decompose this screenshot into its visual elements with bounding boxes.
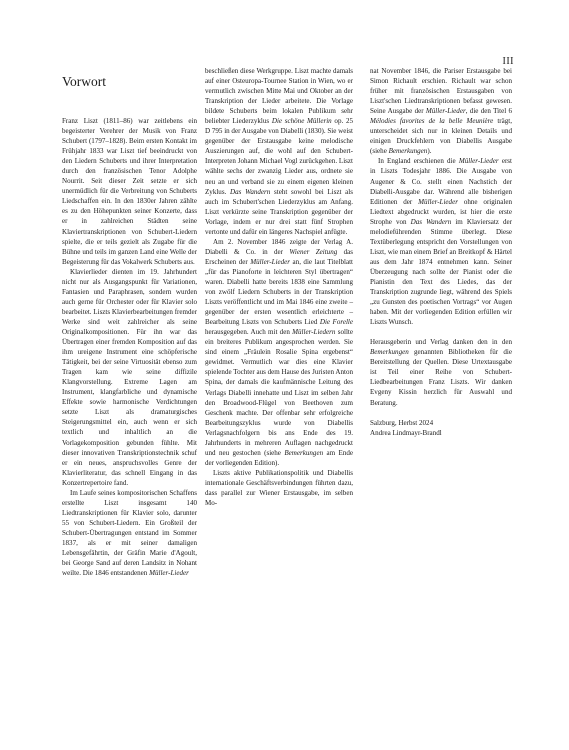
- emphasis: Bemerkungen: [284, 448, 324, 457]
- emphasis: Müller-Lieder: [149, 569, 189, 578]
- text-run: erst in Liszts Todesjahr 1886. Die Ausgabe von Augener & Co. stellt einen Nachstich der Diabelli-Ausgabe dar. Während alle bisherigen Editionen der: [370, 157, 512, 206]
- emphasis: Bemerkungen: [370, 348, 409, 357]
- text-run: Am 2. November 1846 zeigte der Verlag A. Diabelli & Co. in der: [205, 237, 353, 256]
- text-run: das Erscheinen der: [205, 247, 354, 266]
- author-name: Andrea Lindmayr-Brandl: [370, 428, 442, 437]
- emphasis: Die Forelle: [319, 318, 353, 327]
- text-run: herausgegeben. Auch mit den: [205, 328, 290, 337]
- text-run: , die den Titel 6: [465, 107, 512, 116]
- emphasis: Müller-Lieder: [458, 157, 499, 166]
- text-run: sollte ein breiteres Publikum angesprochen werden. Sie sind einem „Fräulein Rosalie Spina ergebenst“ gewidmet. Vermutlich war dies eine Klavier spielende Tochter aus dem Hause des Juristen Anton Spina, der damals die kaufmännische Leitung des Verlags Diabelli innehatte und Liszt im selben Jahr den Broadwood-Flügel von Beethoven zum Geschenk machte. Der offenbar sehr erfolgreiche Bearbeitungszyklus wurde von Diabellis Verlagsnachfolgern bis ans Ende des 19. Jahrhunderts in mehreren Auflagen nachgedruckt und neu gestochen (siehe: [205, 328, 353, 457]
- text-run: beschließen diese Werkgruppe. Liszt machte damals auf einer Osteuropa-Tournee Station in Wien, wo er vermutlich zwischen Mitte Mai und Oktober an der Transkription der Lieder arbeitete. Die Vorlage bildete Schuberts beim lokalen Publikum sehr beliebter Liederzyklus: [205, 67, 353, 126]
- emphasis: Das Wandern: [230, 187, 271, 196]
- page-number: III: [502, 56, 514, 67]
- paragraph: Franz Liszt (1811–86) war zeitlebens ein begeisterter Verehrer der Musik von Franz Schubert (1797–1828). Beim ersten Kontakt im Frühjahr 1833 war Liszt tief beeindruckt von den Liedern Schuberts und ihrer Interpretation durch den französischen Tenor Adolphe Nourrit. Seit dieser Zeit setzte er sich unermüdlich für die Verbreitung von Schuberts Liedschaffen ein. In den 1830er Jahren zählte es zu den Höhepunkten seiner Konzerte, dass er in zahlreichen Städten seine Klaviertranskriptionen von Schubert-Liedern spielte, die er teils gezielt als Zugabe für die Bühne und teils im ganzen Land eine Welle der Begeisterung für das Vokalwerk Schuberts aus.: [62, 117, 197, 266]
- text-column-2: [205, 66, 353, 508]
- emphasis: Müller-Liedern: [292, 328, 336, 337]
- text-run: op. 25 D 795 in der Ausgabe von Diabelli (1830). Sie weist gegenüber der Erstausgabe keine melodische Auszierungen auf, die wohl auf den Schubert-Interpreten Johann Michael Vogl zurückgehen. Liszt wählte sechs der zwanzig Lieder aus, ordnete sie neu an und verband sie zu einem eigenen kleinen Zyklus.: [205, 117, 353, 196]
- paragraph: [205, 237, 353, 468]
- text-run: an, die laut Titelblatt „für das Pianoforte in leichteren Styl übertragen“ waren. Diabelli hatte bereits 1838 eine Sammlung von zwölf Liedern Schuberts in der Transkription Liszts veröffentlicht und im Mai 1846 eine zweite – gegenüber der ersten wesentlich erleichterte – Bearbeitung Liszts von Schuberts Lied: [205, 257, 354, 327]
- emphasis: Müller-Lieder: [425, 107, 466, 116]
- text-run: In England erschienen die: [378, 157, 456, 166]
- paragraph: Liszts aktive Publikationspolitik und Diabellis internationale Geschäftsverbindungen führten dazu, dass parallel zur Wiener Erstausgabe, im selben Mo-: [205, 468, 353, 508]
- text-run: genannten Bibliotheken für die Bereitstellung der Quellen. Diese Urtextausgabe ist Teil einer Reihe von Schubert-Liedbearbeitungen Franz Liszts. Wir danken Evgeny Kissin herzlich für Auswahl und Beratung.: [370, 348, 512, 407]
- text-run: ohne originalen Liedtext abgedruckt wurden, ist hier die erste Strophe von: [370, 197, 513, 226]
- emphasis: Das Wandern: [410, 217, 452, 226]
- text-run: trägt, unterscheidet sich nur in kleinen Details und einigen Druckfehlern von Diabellis Ausgabe (siehe: [370, 117, 512, 156]
- emphasis: Müller-Lieder: [250, 257, 291, 266]
- emphasis: Mélodies favorites de la belle Meunière: [370, 117, 494, 126]
- text-column-1: [62, 116, 197, 578]
- paragraph: [205, 66, 353, 237]
- paragraph: [370, 156, 512, 327]
- text-run: Herausgeberin und Verlag danken den in den: [370, 338, 512, 347]
- text-run: ).: [427, 147, 432, 156]
- text-run: nat November 1846, die Pariser Erstausgabe bei Simon Richault erschien. Richault war schon früher mit französischen Erstausgaben von Liszt'schen Liedtranskriptionen befasst gewesen. Seine Ausgabe der: [370, 67, 512, 116]
- emphasis: Müller-Lieder: [418, 197, 458, 206]
- text-run: steht sowohl bei Liszt als auch im Schubert'schen Liederzyklus am Anfang. Liszt verkürzte seine Transkription gegenüber der Vorlage, indem er nur drei statt fünf Strophen vertonte und dafür ein längeres Nachspiel anfügte.: [205, 187, 353, 236]
- emphasis: Die schöne Müllerin: [271, 117, 332, 126]
- paragraph: Klavierlieder dienten im 19. Jahrhundert nicht nur als Ausgangspunkt für Variationen, Fantasien und Paraphrasen, sondern wurden auch gerne für Orchester oder für Klavier solo bearbeitet. Liszts Klavierbearbeitungen fremder Werke sind weit zahlreicher als seine Originalkompositionen. Für ihn war das Übertragen einer fremden Komposition auf das ihm ureigene Instrument eine schöpferische Tätigkeit, bei der seine Virtuosität ebenso zum Tragen kam wie seine diffizile Klangvorstellung. Extreme Lagen am Instrument, klangfarbliche und dynamische Effekte sowie harmonische Verdichtungen setzte Liszt als dramaturgisches Steigerungsmittel ein, auch wenn er sich textlich und inhaltlich an die Vorlagekomposition gebunden fühlte. Mit dieser innovativen Transkriptionstechnik schuf er ein neues, anspruchsvolles Genre der Klavierliteratur, das schnell Eingang in das Konzertrepertoire fand.: [62, 267, 198, 487]
- text-run: im Klaviersatz der melodieführenden Stimme überlegt. Diese Textüberlegung entspricht den Vorstellungen von Liszt, wie man einem Brief an Breitkopf & Härtel aus dem Jahr 1874 entnehmen kann. Seiner Überzeugung nach sollte der Pianist oder die Pianistin den Text des Liedes, das der Transkription zugrunde liegt, während des Spiels „zu Gunsten des poetischen Vortrags“ vor Augen haben. Mit der vorliegenden Edition erfüllen wir Liszts Wunsch.: [370, 217, 513, 327]
- text-run: am Ende der vorliegenden Edition).: [205, 448, 354, 467]
- place-date: Salzburg, Herbst 2024: [370, 418, 434, 427]
- page-title: Vorwort: [62, 74, 107, 89]
- text-column-3: [370, 66, 512, 438]
- emphasis: Wiener Zeitung: [289, 247, 338, 256]
- paragraph: [62, 488, 197, 578]
- paragraph: [370, 337, 512, 407]
- emphasis: Bemerkungen: [388, 147, 428, 156]
- text-run: Im Laufe seines kompositorischen Schaffens erstellte Liszt insgesamt 140 Liedtranskriptionen für Klavier solo, darunter 55 von Schubert-Liedern. Ein Großteil der Schubert-Übertragungen entstand im Sommer 1837, als er mit seiner damaligen Lebensgefährtin, der Gräfin Marie d'Agoult, bei George Sand auf deren Landsitz in Nohant weilte. Die 1846 entstandenen: [62, 488, 197, 578]
- paragraph: [370, 66, 512, 156]
